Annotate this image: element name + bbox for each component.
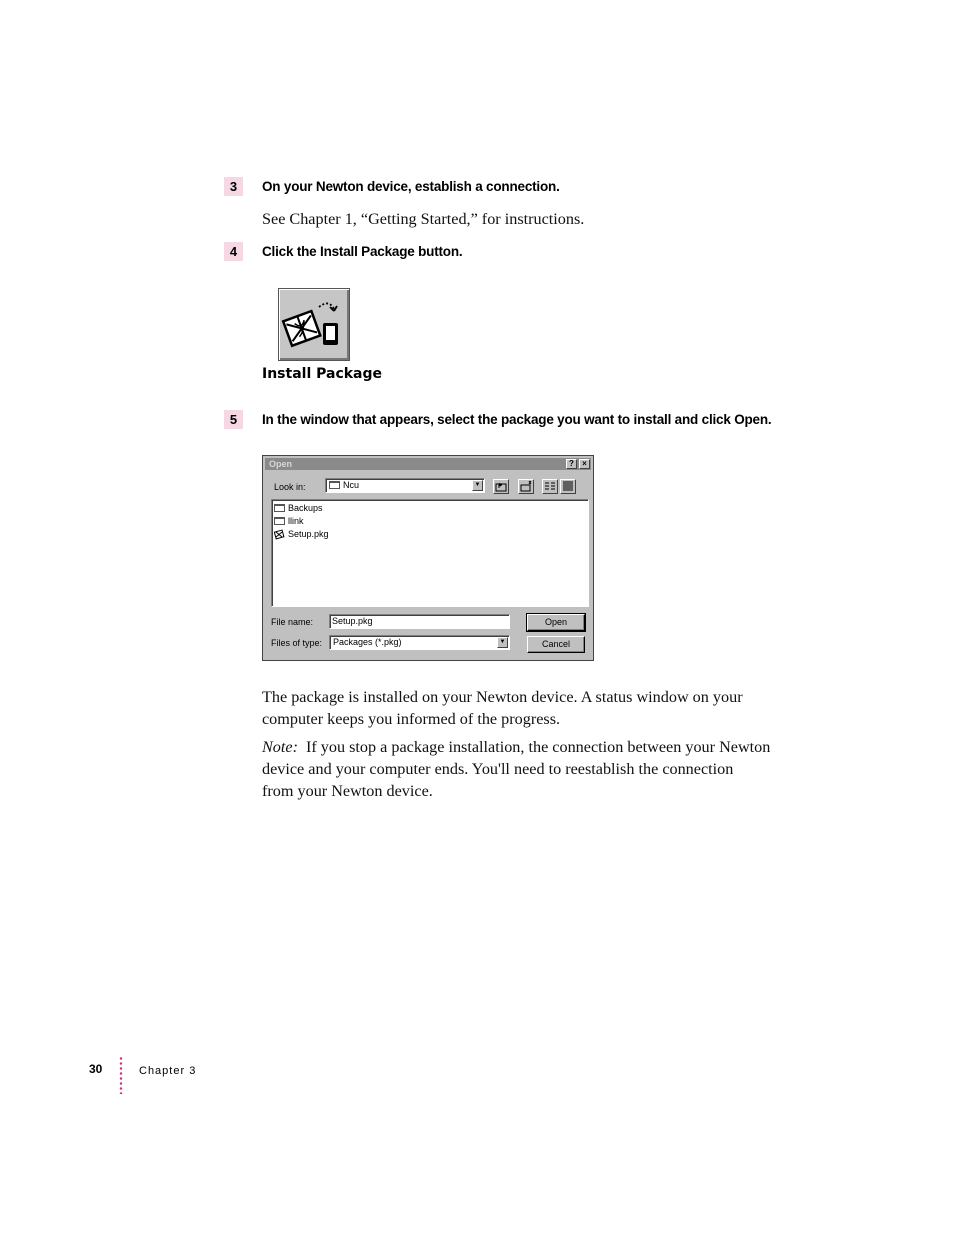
dialog-title: Open: [269, 459, 293, 469]
file-name-input[interactable]: [329, 614, 510, 629]
package-file-icon: [274, 529, 285, 540]
step-number: 5: [224, 410, 243, 429]
note-line: from your Newton device.: [262, 782, 433, 800]
new-folder-icon: [519, 480, 533, 493]
list-item[interactable]: [274, 502, 323, 514]
close-button[interactable]: ×: [579, 459, 590, 469]
list-item[interactable]: [274, 515, 304, 527]
paragraph-line: The package is installed on your Newton device. A status window on your: [262, 688, 743, 706]
step-5: [224, 410, 772, 429]
page-number: 30: [89, 1062, 103, 1076]
up-folder-icon: [494, 480, 508, 493]
folder-icon: [274, 504, 285, 512]
install-package-icon: [279, 289, 349, 360]
list-view-button[interactable]: [542, 479, 558, 494]
files-of-type-value: Packages (*.pkg): [333, 637, 402, 647]
file-list[interactable]: [271, 499, 589, 607]
note-label: Note:: [262, 738, 298, 756]
open-dialog: [262, 455, 594, 661]
step-3: [224, 177, 560, 196]
note-line: device and your computer ends. You'll need to reestablish the connection: [262, 760, 734, 778]
new-folder-button[interactable]: [518, 479, 534, 494]
step-3-body: See Chapter 1, “Getting Started,” for instructions.: [262, 210, 585, 228]
chapter-label: Chapter 3: [139, 1065, 197, 1077]
step-number: 4: [224, 242, 243, 261]
step-instruction: Click the Install Package button.: [262, 244, 463, 259]
cancel-button[interactable]: Cancel: [527, 636, 585, 653]
open-button[interactable]: Open: [527, 614, 585, 631]
folder-icon: [329, 481, 340, 489]
up-folder-button[interactable]: [493, 479, 509, 494]
look-in-label: Look in:: [274, 482, 306, 492]
folder-icon: [274, 517, 285, 525]
file-name-label: File name:: [271, 617, 314, 627]
help-button[interactable]: ?: [566, 459, 577, 469]
install-package-label: Install Package: [262, 366, 383, 382]
files-of-type-label: Files of type:: [271, 638, 323, 648]
look-in-text: Ncu: [343, 480, 360, 490]
file-name: Backups: [288, 503, 323, 513]
file-name: llink: [288, 516, 304, 526]
step-instruction: On your Newton device, establish a connection.: [262, 179, 560, 194]
paragraph-line: computer keeps you informed of the progress.: [262, 710, 561, 728]
step-number: 3: [224, 177, 243, 196]
step-instruction: In the window that appears, select the package you want to install and click Open.: [262, 412, 772, 427]
note-line: [262, 736, 770, 758]
files-of-type-dropdown[interactable]: [329, 635, 510, 650]
install-package-button[interactable]: [278, 288, 350, 361]
footer-dot-divider: [119, 1056, 123, 1094]
list-item[interactable]: [274, 528, 329, 540]
look-in-dropdown[interactable]: [325, 478, 485, 493]
dialog-title-bar: [265, 458, 591, 470]
chevron-down-icon[interactable]: ▼: [472, 480, 483, 491]
look-in-value: [329, 479, 359, 492]
chevron-down-icon[interactable]: ▼: [497, 637, 508, 648]
list-view-icon: [543, 480, 557, 493]
note-text: If you stop a package installation, the connection between your Newton: [305, 738, 771, 756]
step-4: [224, 242, 463, 261]
file-name: Setup.pkg: [288, 529, 329, 539]
details-view-button[interactable]: [560, 479, 576, 494]
file-name-value: Setup.pkg: [332, 616, 373, 626]
details-view-icon: [561, 480, 575, 493]
